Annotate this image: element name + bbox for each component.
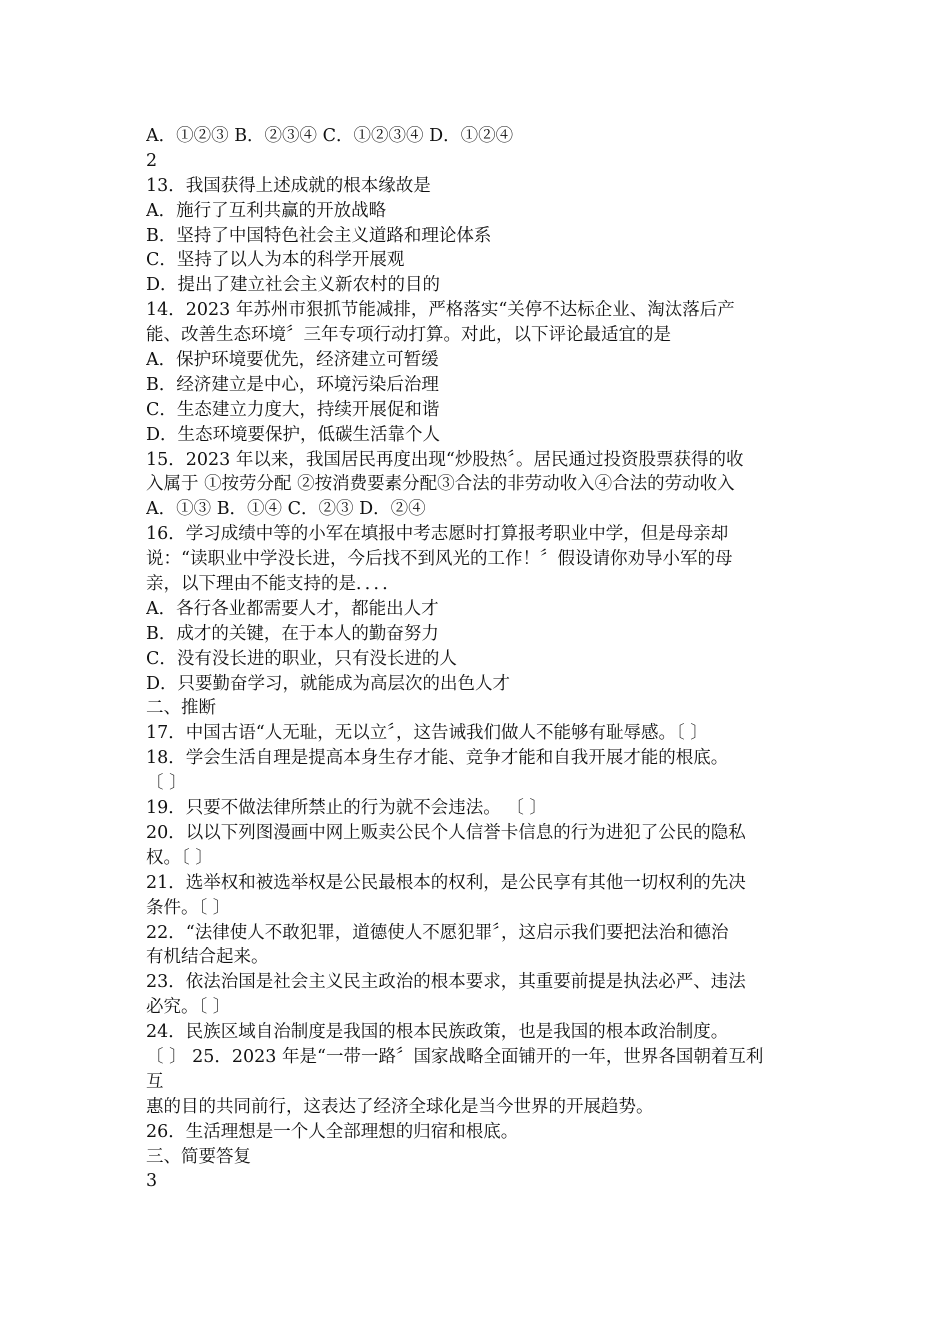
question-23: 23．依法治国是社会主义民主政治的根本要求，其重要前提是执法必严、违法: [146, 972, 746, 993]
option-c: C．没有没长进的职业，只有没长进的人: [146, 648, 457, 669]
section-heading: 三、简要答复: [146, 1146, 251, 1167]
question-21: 21．选举权和被选举权是公民最根本的权利，是公民享有其他一切权利的先决: [146, 872, 746, 893]
option-a: A．保护环境要优先，经济建立可暂缓: [146, 350, 439, 371]
option-b: B．成才的关键，在于本人的勤奋努力: [146, 623, 439, 644]
question-20: 20．以以下列图漫画中网上贩卖公民个人信誉卡信息的行为进犯了公民的隐私: [146, 822, 746, 843]
option-b: B．经济建立是中心，环境污染后治理: [146, 374, 439, 395]
page-number: 3: [146, 1171, 158, 1192]
question-22: 22．“法律使人不敢犯罪，道德使人不愿犯罪〞，这启示我们要把法治和德治: [146, 922, 729, 943]
question-14: 14．2023 年苏州市狠抓节能减排，严格落实“关停不达标企业、淘汰落后产: [146, 300, 735, 321]
question-24: 24．民族区域自治制度是我国的根本民族政策，也是我国的根本政治制度。: [146, 1022, 729, 1043]
option-c: C．生态建立力度大，持续开展促和谐: [146, 399, 440, 420]
question-25-cont: 惠的目的共同前行，这表达了经济全球化是当今世界的开展趋势。: [146, 1096, 654, 1117]
question-17: 17．中国古语“人无耻，无以立〞，这告诫我们做人不能够有耻辱感。〔 〕: [146, 723, 708, 744]
option-b: B．坚持了中国特色社会主义道路和理论体系: [146, 225, 492, 246]
option-c: C．坚持了以人为本的科学开展观: [146, 250, 405, 271]
question-22-cont: 有机结合起来。: [146, 947, 269, 968]
options-line: A．①③ B．①④ C．②③ D．②④: [146, 499, 426, 520]
page-content: [146, 124, 806, 1194]
question-25: 〔 〕 25．2023 年是“一带一路〞国家战略全面铺开的一年，世界各国朝着互利: [146, 1046, 764, 1067]
question-21-cont: 条件。〔 〕: [146, 897, 231, 918]
question-16-cont: 说：“读职业中学没长进，今后找不到风光的工作！〞假设请你劝导小军的母: [146, 549, 733, 570]
question-15: 15．2023 年以来，我国居民再度出现“炒股热〞。居民通过投资股票获得的收: [146, 449, 744, 470]
question-25-cont: 互: [146, 1071, 164, 1092]
option-d: D．生态环境要保护，低碳生活靠个人: [146, 424, 441, 445]
options-line: A．①②③ B．②③④ C．①②③④ D．①②④: [146, 126, 514, 146]
option-a: A．施行了互利共赢的开放战略: [146, 200, 387, 221]
question-20-cont: 权。〔 〕: [146, 847, 213, 868]
option-d: D．提出了建立社会主义新农村的目的: [146, 275, 441, 296]
question-23-cont: 必究。〔 〕: [146, 997, 231, 1018]
question-26: 26．生活理想是一个人全部理想的归宿和根底。: [146, 1121, 519, 1142]
question-19: 19．只要不做法律所禁止的行为就不会违法。 〔 〕: [146, 798, 547, 819]
question-13: 13．我国获得上述成就的根本缘故是: [146, 175, 431, 196]
question-16: 16．学习成绩中等的小军在填报中考志愿时打算报考职业中学，但是母亲却: [146, 524, 729, 545]
question-15-cont: 入属于 ①按劳分配 ②按消费要素分配③合法的非劳动收入④合法的劳动收入: [146, 474, 735, 495]
answer-bracket: 〔 〕: [146, 773, 187, 794]
section-heading: 二、推断: [146, 698, 216, 719]
option-d: D．只要勤奋学习，就能成为高层次的出色人才: [146, 673, 511, 694]
question-16-cont: 亲，以下理由不能支持的是．．．．: [146, 574, 400, 595]
option-a: A．各行各业都需要人才，都能出人才: [146, 598, 439, 619]
question-14-cont: 能、改善生态环境〞三年专项行动打算。对此，以下评论最适宜的是: [146, 325, 671, 346]
page-number: 2: [146, 150, 158, 171]
question-18: 18．学会生活自理是提高本身生存才能、竞争才能和自我开展才能的根底。: [146, 748, 729, 769]
